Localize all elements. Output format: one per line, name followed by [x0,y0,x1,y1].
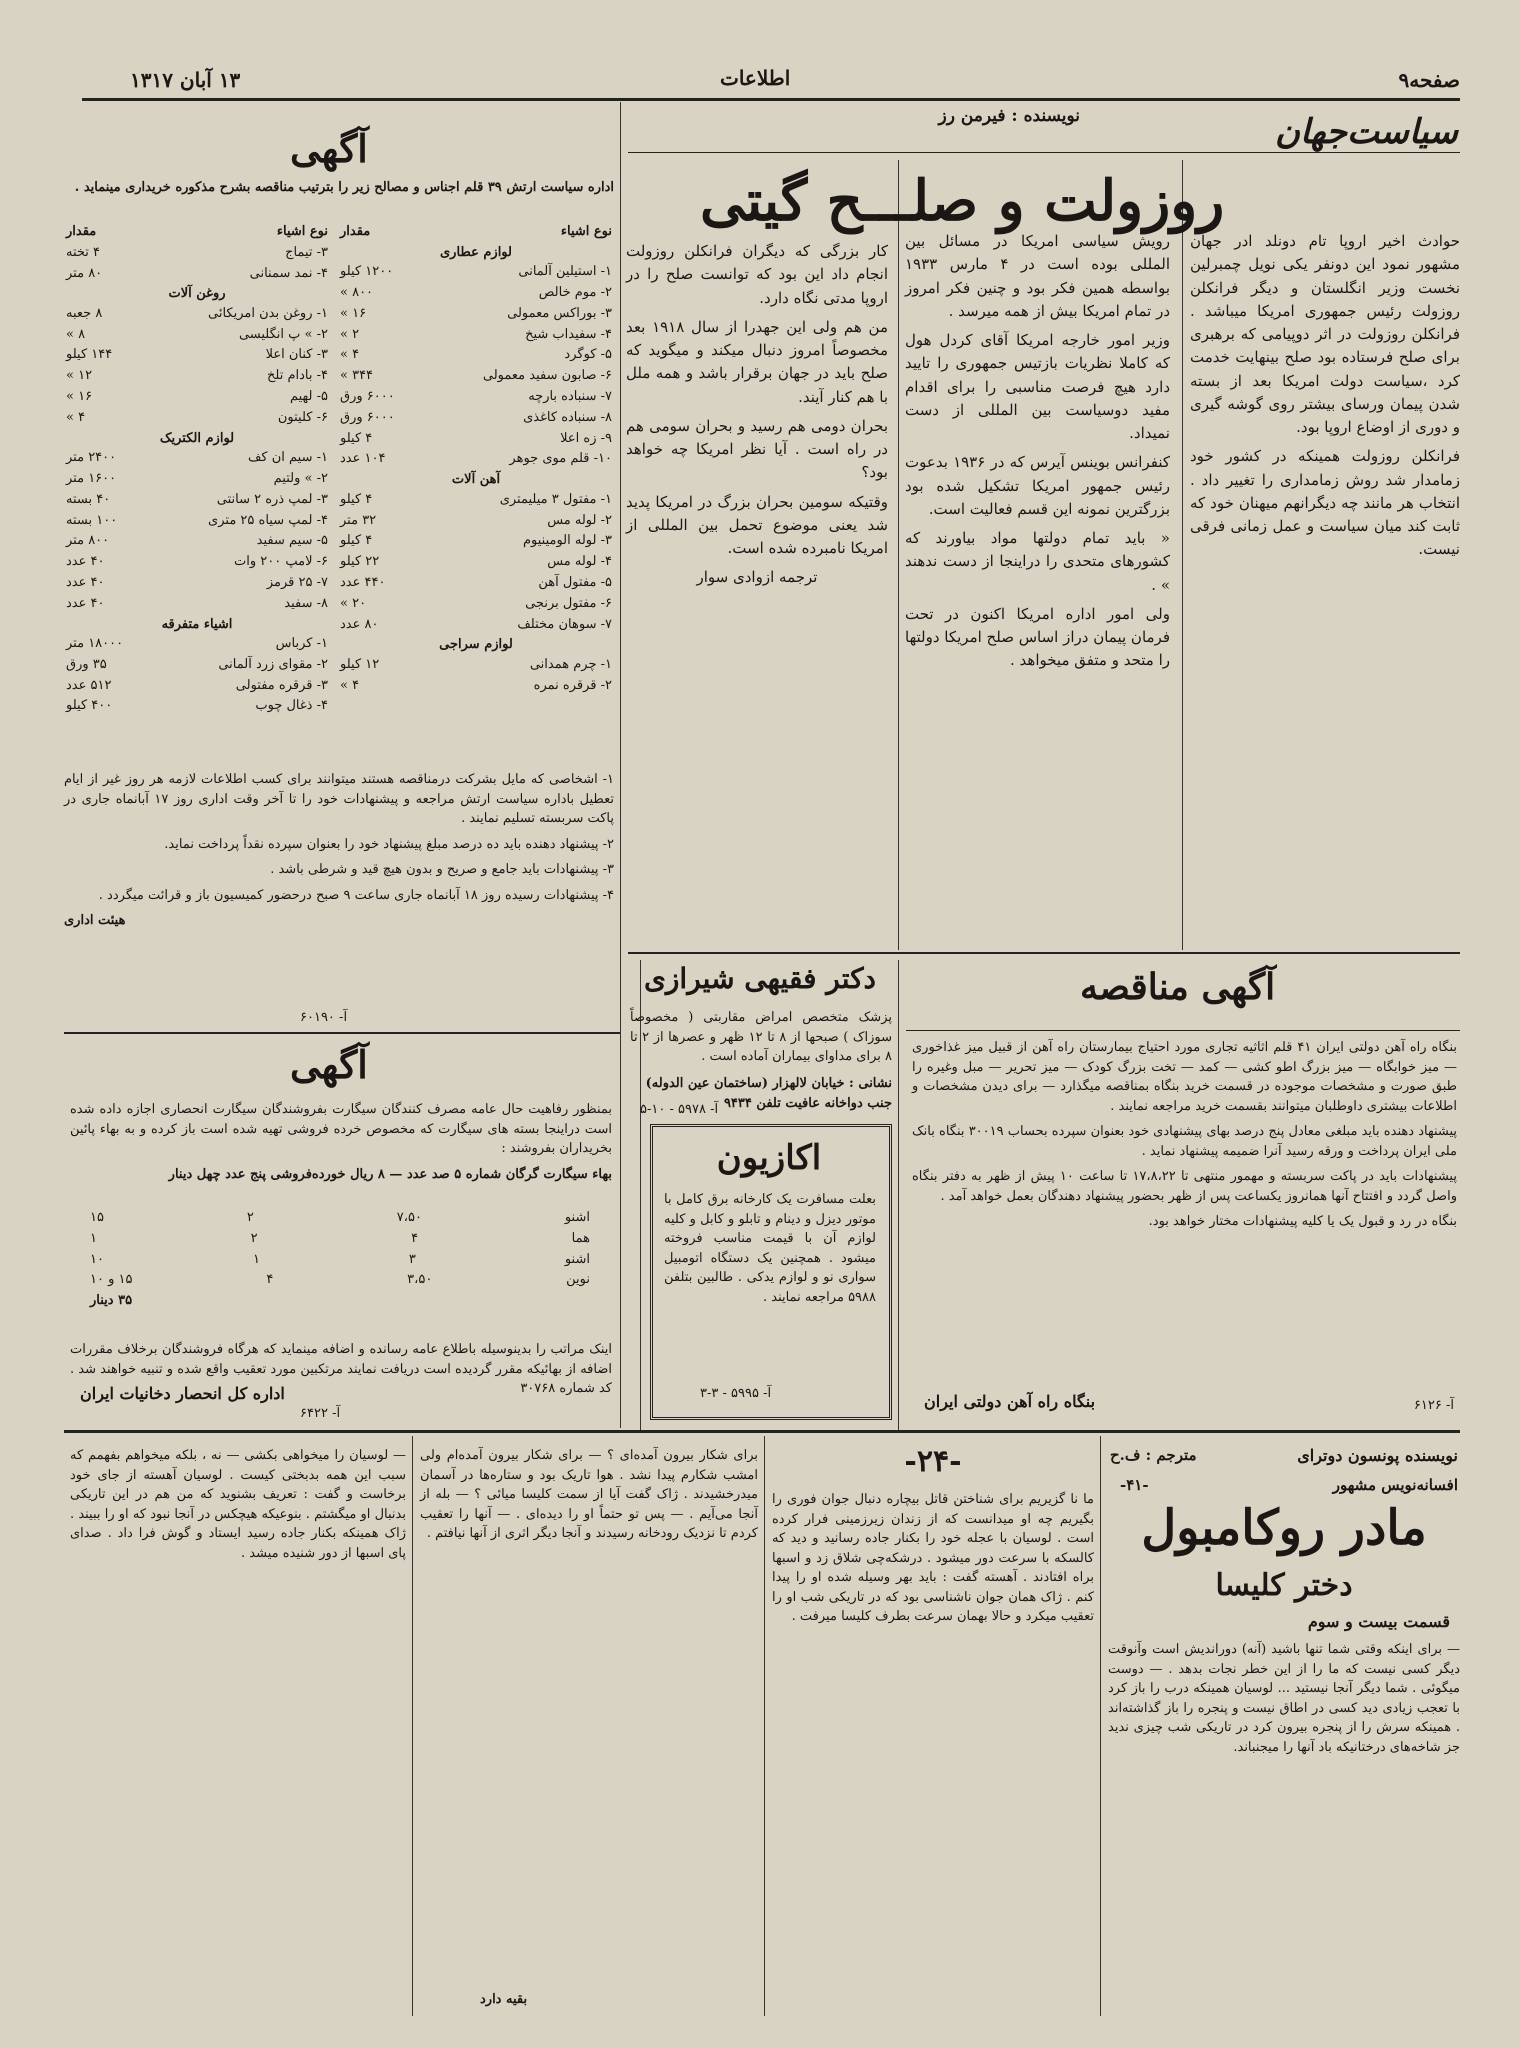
list-item: ۲- لوله مس ۳۲ متر [340,512,612,528]
serial-title: مادر روکامبول [1141,1500,1427,1556]
column-rule [898,160,899,950]
occasion-title: اکازیون [716,1138,822,1178]
list-item: ۴- بادام تلخ ۱۲ » [66,368,328,384]
list-item: ۵- مفتول آهن ۴۴۰ عدد [340,574,612,590]
article-column [1190,230,1460,568]
column-rule [1182,160,1183,950]
article-paragraph: وقتیکه سومین بحران بزرگ در امریکا پدید شد یعنی موضوع تحمل بین المللی از امریکا نامبرده شده است. [626,492,888,557]
list-item: ۵- سیم سفید ۸۰۰ متر [66,533,328,549]
list-item: ۴- لوله مس ۲۲ کیلو [340,554,612,570]
article-author: نویسنده : فیرمن رز [938,106,1080,126]
story-column: — برای اینکه وقتی شما تنها باشید (آنه) دوراندیش است وآنوقت دیگر کسی نیست که ما را از این خطر نجات بدهد . — دوست میگوئی . شما دیگر آنجا نیستید ... لوسیان همینکه درب را باز کرد با تعجب زیادی دید کسی در اطاق نیست و پنجره را باز گذاشته‌اند . همینکه سرش را از پنجره بیرون کرد در تاریکی شب چیزی ندید جز شاخه‌های درختانیکه باد آنها را میجنباند. [1108,1642,1460,1755]
list-item: ۹- زه اعلا ۴ کیلو [340,430,612,446]
column-header: نوع اشیاء مقدار [66,224,328,239]
list-item: ۵- لهیم ۱۶ » [66,389,328,405]
notice-paragraph: بمنظور رفاهیت حال عامه مصرف کنندگان سیگارت بفروشندگان سیگارت انحصاری اجازه داده شده است دراینجا بسته های سیگارت که مخصوص خرده فروشی تهیه شده است باز کرده و به بهاء پائین بخریداران بفروشند : [70,1102,612,1156]
column-rule [1100,1436,1101,2016]
notice-body [70,1100,612,1190]
list-item: ۲- قرقره نمره ۴ » [340,677,612,693]
serial-part: قسمت بیست و سوم [1307,1612,1450,1631]
serial-chapter: -۲۴- [904,1444,962,1479]
article-column [626,240,888,596]
list-item: ۳- قرقره مفتولی ۵۱۲ عدد [66,677,328,693]
tender-ref: آ- ۶۱۲۶ [1413,1398,1454,1413]
article-paragraph: حوادث اخیر اروپا تام دونلد ادر جهان مشهور نمود این دونفر یکی نویل چمبرلین نخست وزیر انگلستان و دیگر فرانکلن روزولت رئیس جمهوری امریکا میباشد . فرانکلن روزولت در اثر دوپیامی که برهبری برای صلح فرستاده بود صلح بینهایت خدمت کرد ،سیاست دولت امریکا بعد از بسته شدن پیمان ورسای بیشتر روی گوشه گیری و دوری از اوضاع اروپا بود. [1190,232,1460,436]
notice-ref: آ- ۶۰۱۹۰ [300,1010,348,1025]
ad-ref: آ- ۵۹۹۵ - ۳-۳ [700,1386,772,1401]
table-row: اشنو ۷،۵۰ ۲ ۱۵ [90,1210,590,1225]
price-table [90,1208,590,1311]
article-paragraph: کار بزرگی که دیگران فرانکلن روزولت انجام داد این بود که توانست صلح را در اروپا مدتی نگاه دارد. [626,242,888,307]
group-title: آهن آلات [451,472,501,488]
tender-paragraph: پیشنهاد دهنده باید مبلغی معادل پنج درصد بهای پیشنهادی خود بعنوان سپرده بحساب ۳۰۰۱۹ بنگاه بانک ملی ایران پرداخت و ورقه رسید آنرا ضمیمه پیشنهاد نماید . [912,1124,1457,1159]
serial-author: نویسنده پونسون دوترای [1297,1446,1458,1465]
list-item: ۱- کرباس ۱۸۰۰۰ متر [66,636,328,652]
column-rule [764,1436,765,2016]
serial-famous: افسانه‌نویس مشهور [1332,1476,1458,1494]
condition: ۴- پیشنهادات رسیده روز ۱۸ آبانماه جاری ساعت ۹ صبح درحضور کمیسیون باز و قرائت میگردد . [98,887,614,903]
notice-intro: اداره سیاست ارتش ۳۹ قلم اجناس و مصالح زیر را بترتیب مناقصه بشرح مذکوره خریداری مینماید . [74,180,614,195]
article-paragraph: کنفرانس بوینس آیرس که در ۱۹۳۶ بدعوت رئیس جمهور امریکا تشکیل شده بود بزرگترین نمونه این قسم فعالیت است. [905,453,1171,518]
doctor-name: دکتر فقیهی شیرازی [643,962,876,995]
list-item: ۱۰- قلم موی جوهر ۱۰۴ عدد [340,451,612,467]
article-paragraph: ولی امور اداره امریکا اکنون در تحت فرمان پیمان دراز اساس صلح امریکا دولتها را متحد و متفق میخواهد . [905,604,1170,670]
list-item: ۱- سیم ان کف ۲۴۰۰ متر [66,450,328,466]
list-item: ۵- کوگرد ۴ » [340,347,612,363]
tender-paragraph: پیشنهادات باید در پاکت سربسته و مهمور منتهی تا ۱۷،۸،۲۲ تا ساعت ۱۰ پیش از ظهر به دفتر بنگاه واصل گردد و افتتاح آنها همانروز یکساعت پس از ظهر بحضور پیشنهاد دهندگان بعمل خواهد آمد . [912,1169,1457,1204]
occasion-body: بعلت مسافرت یک کارخانه برق کامل با موتور دیزل و دینام و تابلو و کابل و کلیه لوازم آن با قیمت مناسب فروخته میشود . همچنین یک دستگاه اتومبیل سواری نو و لوازم یدکی . طالبین بتلفن ۵۹۸۸ مراجعه نمایند . [664,1192,876,1305]
group-title: لوازم عطاری [440,244,512,260]
notice-signature: هیئت اداری [64,913,126,928]
group-title: اشیاء متفرقه [161,616,233,632]
list-item: ۱- چرم همدانی ۱۲ کیلو [340,656,612,672]
table-row: نوین ۳،۵۰ ۴ ۱۵ و ۱۰ [90,1272,590,1288]
notice-title: آگهی [290,1042,368,1087]
group-title: روغن آلات [168,286,226,302]
list-item: ۷- سوهان مختلف ۸۰ عدد [340,616,612,632]
article-headline: روزولت و صلـــح گیتی [700,168,1225,234]
story-column: ما نا گزیریم برای شناختن قاتل بیچاره دنبال جوان فوری را بگیریم چه او میدانست که از زندان زیرزمینی فرار کرده است . لوسیان با عجله خود را بکنار جاده رسانید و دید که کالسکه با سرعت دور میشود . درشکه‌چی شلاق زد و اسبها براه افتادند . آهسته گفت : باید بهر وسیله شده او را پیدا کنم . ژاک همان جوان ناشناسی بود که در تاریکی شب او را تعقیب میکرد و حالا بهمان سرعت بطرف کلیسا میرفت . [772,1492,1094,1624]
notice-ref: آ- ۶۴۲۲ [300,1406,341,1421]
list-item: ۳- لمپ ذره ۲ سانتی ۴۰ بسته [66,491,328,507]
column-rule [412,1436,413,2016]
ad-ref: آ- ۵۹۷۸ - ۱۰-۵ [640,1102,719,1117]
notice-signature: اداره کل انحصار دخانیات ایران [80,1384,285,1403]
list-item: ۸- سنباده کاغذی ۶۰۰۰ ورق [340,409,612,425]
doctor-address: نشانی : خیابان لالهزار (ساختمان عین الدوله) جنب دواخانه عافیت تلفن ۹۴۳۴ [645,1076,892,1111]
list-item: ۴- سفیداب شیخ ۲ » [340,326,612,342]
article-paragraph: من هم ولی این جهدرا از سال ۱۹۱۸ بعد مخصوصاً امروز دنبال میکند و میگوید که صلح باید در جهان برقرار باشد و همه ملل با هم کنار آیند. [626,317,888,406]
notice-paragraph: بهاء سیگارت گرگان شماره ۵ صد عدد — ۸ ریال خورده‌فروشی پنج عدد چهل دینار [168,1166,612,1182]
article-column [905,230,1170,679]
column-rule [620,102,621,1428]
column-rule [898,960,899,1430]
serial-subtitle: دختر کلیسا [1215,1568,1353,1603]
tender-title: آگهی مناقصه [1080,966,1276,1008]
tender-body [912,1038,1457,1238]
condition: ۱- اشخاصی که مایل بشرکت درمناقصه هستند میتوانند برای کسب اطلاعات لازمه هر روز غیر از ایام تعطیل باداره سیاست ارتش مراجعه و پیشنهادات خود را تا آخر وقت اداری روز ۱۷ آبانماه جاری در پاکت سربسته تسلیم نمایند . [64,772,614,826]
group-title: لوازم سراجی [439,637,513,653]
translator-credit: ترجمه ازوادی سوار [696,568,818,587]
list-item: ۱- مفتول ۳ میلیمتری ۴ کیلو [340,491,612,507]
group-title: لوازم الکتریک [159,430,235,446]
list-item: ۴- لمپ سیاه ۲۵ متری ۱۰۰ بسته [66,512,328,528]
list-item: ۲- مقوای زرد آلمانی ۳۵ ورق [66,656,328,672]
fold-rule [64,1430,1460,1433]
notice-title: آگهی [290,126,368,171]
serial-translator: مترجم : ف.ح [1110,1446,1197,1464]
list-item: ۶- کلیتون ۴ » [66,409,328,425]
list-item: ۳- تیماج ۴ تخته [66,244,328,260]
items-column [340,222,612,696]
article-paragraph: « باید تمام دولتها مواد بیاورند که کشورهای متحدی را دراینجا از دست ندهند » . [905,529,1170,594]
paper-name: اطلاعات [720,66,791,90]
list-item: ۷- ۲۵ قرمز ۴۰ عدد [66,574,328,590]
list-item: ۲- » ولتیم ۱۶۰۰ متر [66,470,328,486]
list-item: ۲- موم خالص ۸۰۰ » [340,285,612,301]
article-paragraph: بحران دومی هم رسید و بحران سومی هم در راه است . آیا نظر امریکا چه خواهد بود؟ [626,416,888,482]
condition: ۳- پیشنهادات باید جامع و صریح و بدون هیچ قید و شرطی باشد . [270,862,614,877]
story-column: برای شکار بیرون آمده‌ای ؟ — برای شکار بیرون آمده‌ام ولی امشب شکارم پیدا نشد . هوا تاریک بود و ستاره‌ها در آسمان میدرخشیدند . ژاک گفت آیا از سمت کلیسا میائی ؟ — بله از آنجا می‌آیم . — پس تو حتماً او را دیده‌ای . — آنها را تعقیب کردم تا نزدیک رودخانه رسیدند و آنجا دیگر اثری از آنها نیافتم . [420,1448,758,1541]
tender-signature: بنگاه راه آهن دولتی ایران [924,1392,1096,1411]
tender-paragraph: بنگاه راه آهن دولتی ایران ۴۱ قلم اثاثیه تجاری مورد احتیاج بیمارستان راه آهن از قبیل میز غذاخوری — میز خوابگاه — میز بزرگ اطو کشی — کمد — تخت بزرگ کودک — میز تحریر — مبل وغیره را طبق صورت و مشخصات موجوده در قسمت خرید بنگاه بمناقصه میگذارد — برای دیدن مشخصات و اطلاعات بیشتری داوطلبان میتوانند بقسمت خرید مراجعه نمایند . [912,1040,1457,1114]
story-continued: بقیه دارد [480,1992,528,2007]
page-number: صفحه‌۹ [1398,68,1460,92]
items-column [66,222,328,717]
list-item: ۴- ذغال چوب ۴۰۰ کیلو [66,698,328,714]
price-note: ۳۵ دینار [90,1293,133,1309]
notice-closing: اینک مراتب را بدینوسیله باطلاع عامه رسانده و اضافه مینماید که هرگاه فروشندگان برخلاف مقررات اضافه از بهائیکه مقرر گردیده است دریافت نمایند مرتکبین مورد تعقیب واقع شده و تنبیه خواهند شد . کد شماره ۳۰۷۶۸ [70,1342,612,1396]
column-header: نوع اشیاء مقدار [340,224,612,239]
condition: ۲- پیشنهاد دهنده باید ده درصد مبلغ پیشنهاد خود را بعنوان سپرده نقداً پرداخت نماید. [164,836,614,852]
table-row: هما ۴ ۲ ۱ [90,1230,590,1246]
list-item: ۶- مفتول برنجی ۲۰ » [340,595,612,611]
list-item: ۲- » پ انگلیسی ۸ » [66,326,328,342]
list-item: ۴- نمد سمنانی ۸۰ متر [66,265,328,281]
issue-date: ۱۳ آبان ۱۳۱۷ [130,68,241,92]
headline-rule [628,152,1460,153]
tender-paragraph: بنگاه در رد و قبول یک یا کلیه پیشنهادات مختار خواهد بود. [1148,1214,1457,1229]
article-paragraph: فرانکلن روزولت همینکه در کشور خود زمامدار شد روش زمامداری را تغییر داد . انتخاب هر مانند چه دیگرانهم میهنان خود که ثابت کند میان سیاست و عمل زمانی فرقی نیست. [1190,447,1460,559]
serial-issue: -۴۱- [1120,1476,1149,1494]
list-item: ۶- لامپ ۲۰۰ وات ۴۰ عدد [66,554,328,570]
list-item: ۳- لوله الومینیوم ۴ کیلو [340,533,612,549]
list-item: ۱- روغن بدن امریکائی ۸ جعبه [66,305,328,321]
list-item: ۸- سفید ۴۰ عدد [66,595,328,611]
list-item: ۳- بوراکس معمولی ۱۶ » [340,305,612,321]
section-rule [64,1032,620,1034]
tender-rule [906,1030,1460,1031]
section-label: سیاست‌جهان [1275,112,1458,152]
header-rule [82,98,1460,101]
list-item: ۶- صابون سفید معمولی ۳۴۴ » [340,368,612,384]
table-row: اشنو ۳ ۱ ۱۰ [90,1251,590,1267]
article-paragraph: وزیر امور خارجه امریکا آقای کردل هول که کاملا نظریات بازتیس جمهوری را تایید دارد هیچ فرصت مناسبی را برای اقدام مفید دوسیاست بین المللی از دست نمیداد. [905,331,1170,442]
list-item: ۳- کنان اعلا ۱۴۴ کیلو [66,347,328,363]
list-item: ۱- استیلین آلمانی ۱۲۰۰ کیلو [340,264,612,280]
notice-conditions [64,770,614,937]
story-column: — لوسیان را میخواهی بکشی — نه ، بلکه میخواهم بفهمم که سبب این همه بدبختی کیست . لوسیان آهسته از جای خود برخاست و گفت : تعریف بشنوید که من هم در این تاریکی بدنبال او میگشتم . بنوعیکه هیچکس در آنجا نبود که او را ببیند . ژاک همینکه بکنار جاده رسید ایستاد و گوش فرا داد . صدای پای اسبها از دور شنیده میشد . [70,1448,406,1561]
article-paragraph: رویش سیاسی امریکا در مسائل بین المللی بوده است در ۴ مارس ۱۹۳۳ بواسطه همین فکر بود و چنین فکر امروز در تمام امریکا بیش از همه میرسد . [905,232,1170,320]
section-rule [628,952,1460,954]
doctor-body: پزشک متخصص امراض مقاربتی ( مخصوصاً سوزاک ) صبحها از ۸ تا ۱۲ ظهر و عصرها از ۲ تا ۸ برای مداوای بیماران آماده است . [630,1010,893,1064]
list-item: ۷- سنباده بارچه ۶۰۰۰ ورق [340,389,612,405]
